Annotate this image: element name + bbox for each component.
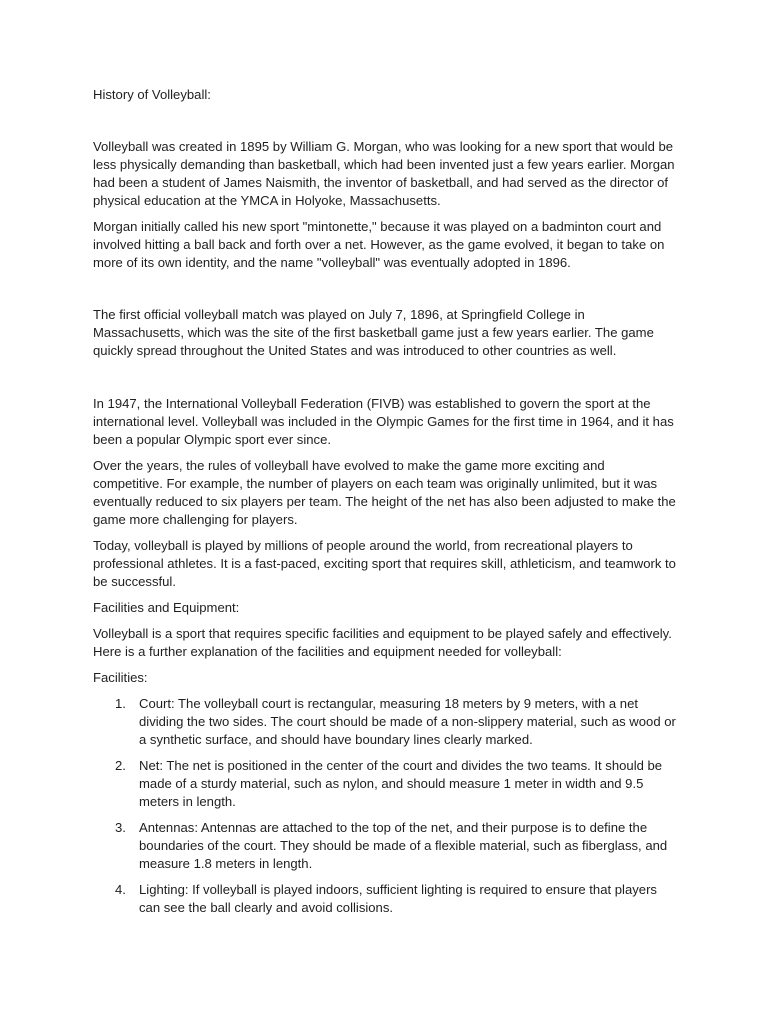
paragraph: The first official volleyball match was played on July 7, 1896, at Springfield College in Massachusetts, which was the site of the first basketball game just a few years earlier. The game quickly spread throughout the United States and was introduced to other countries as well. — [93, 307, 654, 358]
list-item-text: Court: The volleyball court is rectangular, measuring 18 meters by 9 meters, with a net dividing the two sides. The court should be made of a non-slippery material, such as wood or a synthetic surface, and should have boundary lines clearly marked. — [139, 696, 676, 747]
list-item-text: Antennas: Antennas are attached to the top of the net, and their purpose is to define the boundaries of the court. They should be made of a flexible material, such as fiberglass, and measure 1.8 meters in length. — [139, 820, 668, 871]
list-item — [93, 757, 678, 811]
document-body — [93, 86, 678, 925]
paragraph: Over the years, the rules of volleyball have evolved to make the game more exciting and competitive. For example, the number of players on each team was originally unlimited, but it was eventually reduced to six players per team. The height of the net has also been adjusted to make the game more challenging for players. — [93, 458, 676, 527]
list-item-text: Net: The net is positioned in the center of the court and divides the two teams. It should be made of a sturdy material, such as nylon, and should measure 1 meter in width and 9.5 meters in length. — [139, 758, 663, 809]
list-item-number: 4. — [115, 882, 126, 897]
list-item — [93, 881, 678, 917]
list-item — [93, 695, 678, 749]
list-item-number: 2. — [115, 758, 126, 773]
list-item-text: Lighting: If volleyball is played indoors, sufficient lighting is required to ensure that players can see the ball clearly and avoid collisions. — [139, 882, 657, 915]
document-title: History of Volleyball: — [93, 87, 211, 102]
list-item-number: 1. — [115, 696, 126, 711]
list-heading: Facilities: — [93, 670, 148, 685]
facilities-list — [93, 695, 678, 917]
paragraph: Volleyball is a sport that requires specific facilities and equipment to be played safely and effectively. Here is a further explanation of the facilities and equipment needed for volleyball: — [93, 626, 672, 659]
section-heading: Facilities and Equipment: — [93, 600, 240, 615]
paragraph: Morgan initially called his new sport "mintonette," because it was played on a badminton court and involved hitting a ball back and forth over a net. However, as the game evolved, it began to take on more of its own identity, and the name "volleyball" was eventually adopted in 1896. — [93, 219, 665, 270]
paragraph: In 1947, the International Volleyball Federation (FIVB) was established to govern the sport at the international level. Volleyball was included in the Olympic Games for the first time in 1964, and it has been a popular Olympic sport ever since. — [93, 396, 674, 447]
paragraph: Volleyball was created in 1895 by William G. Morgan, who was looking for a new sport that would be less physically demanding than basketball, which had been invented just a few years earlier. Morgan had been a student of James Naismith, the inventor of basketball, and had served as the director of physical education at the YMCA in Holyoke, Massachusetts. — [93, 139, 675, 208]
paragraph: Today, volleyball is played by millions of people around the world, from recreational players to professional athletes. It is a fast-paced, exciting sport that requires skill, athleticism, and teamwork to be successful. — [93, 538, 676, 589]
list-item — [93, 819, 678, 873]
list-item-number: 3. — [115, 820, 126, 835]
